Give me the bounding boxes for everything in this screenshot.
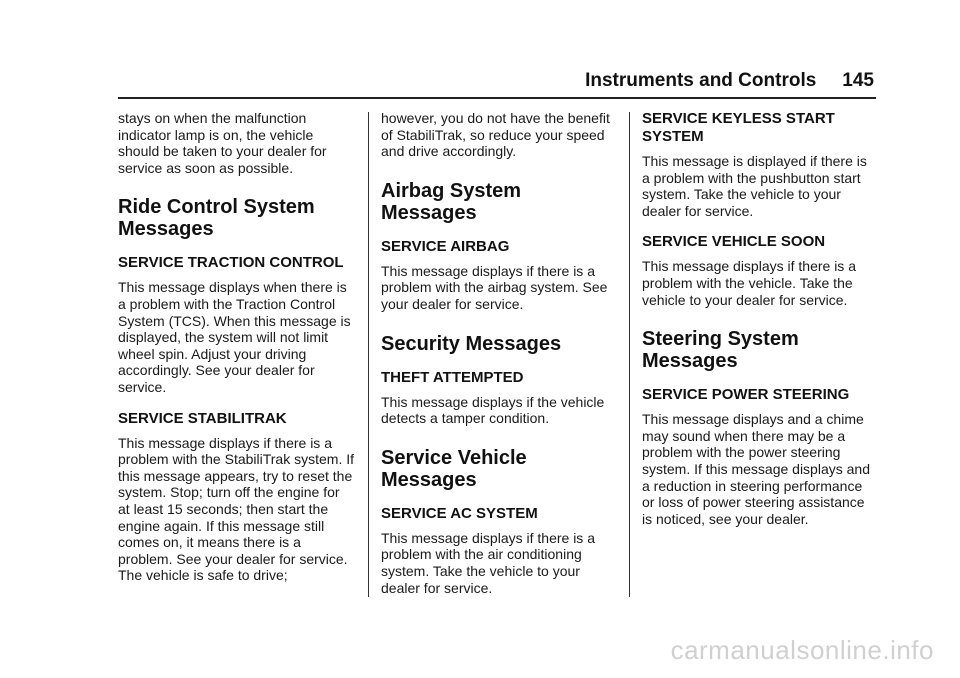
- paragraph-ac: This message displays if there is a problem with the air conditioning system. Take the vehicle to your dealer for service.: [381, 529, 595, 596]
- page-number: 145: [842, 70, 874, 91]
- column-2: [381, 110, 617, 604]
- column-3: [642, 110, 878, 535]
- continued-paragraph: however, you do not have the benefit of StabiliTrak, so reduce your speed and drive accordingly.: [381, 110, 610, 160]
- column-1: [118, 110, 354, 592]
- header-rule: [118, 97, 876, 99]
- subheading-vehicle-soon: SERVICE VEHICLE SOON: [642, 233, 826, 251]
- paragraph-keyless: This message is displayed if there is a problem with the pushbutton start system. Take the vehicle to your dealer for service.: [642, 153, 867, 219]
- subheading-keyless-start: SERVICE KEYLESS START SYSTEM: [642, 110, 835, 145]
- heading-security: Security Messages: [381, 332, 562, 355]
- paragraph-airbag: This message displays if there is a problem with the airbag system. See your dealer for service.: [381, 262, 608, 312]
- subheading-service-traction-control: SERVICE TRACTION CONTROL: [118, 254, 344, 272]
- paragraph-traction-control: This message displays when there is a problem with the Traction Control System (TCS). When this message is displayed, the system will not limit wheel spin. Adjust your driving accordingly. See your dealer for service.: [118, 279, 351, 395]
- continued-paragraph: stays on when the malfunction indicator lamp is on, the vehicle should be taken to your dealer for service as soon as possible.: [118, 110, 327, 176]
- paragraph-theft: This message displays if the vehicle detects a tamper condition.: [381, 393, 605, 427]
- paragraph-stabilitrak: This message displays if there is a problem with the StabiliTrak system. If this message appears, try to reset the system. Stop; turn off the engine for at least 15 seconds; then start the engine again. If this message still comes on, it means there is a problem. See your dealer for service. The vehicle is safe to drive;: [118, 434, 355, 584]
- subheading-power-steering: SERVICE POWER STEERING: [642, 386, 850, 404]
- watermark: carmanualsonline.info: [670, 635, 934, 665]
- subheading-service-ac: SERVICE AC SYSTEM: [381, 504, 538, 522]
- heading-service-vehicle: Service Vehicle Messages: [381, 446, 527, 491]
- heading-ride-control: Ride Control System Messages: [118, 196, 315, 241]
- paragraph-power-steering: This message displays and a chime may sound when there may be a problem with the power steering system. If this message displays and a reduction in steering performance or loss of power steering assistance is noticed, see your dealer.: [642, 411, 870, 527]
- section-title: Instruments and Controls: [585, 70, 817, 91]
- column-divider: [629, 112, 630, 597]
- subheading-service-airbag: SERVICE AIRBAG: [381, 237, 510, 255]
- paragraph-vehicle-soon: This message displays if there is a problem with the vehicle. Take the vehicle to your dealer for service.: [642, 258, 856, 308]
- column-divider: [368, 112, 369, 597]
- subheading-service-stabilitrak: SERVICE STABILITRAK: [118, 409, 287, 427]
- heading-steering-system: Steering System Messages: [642, 328, 799, 373]
- heading-airbag-system: Airbag System Messages: [381, 179, 522, 224]
- subheading-theft-attempted: THEFT ATTEMPTED: [381, 368, 524, 386]
- running-header: [585, 70, 874, 92]
